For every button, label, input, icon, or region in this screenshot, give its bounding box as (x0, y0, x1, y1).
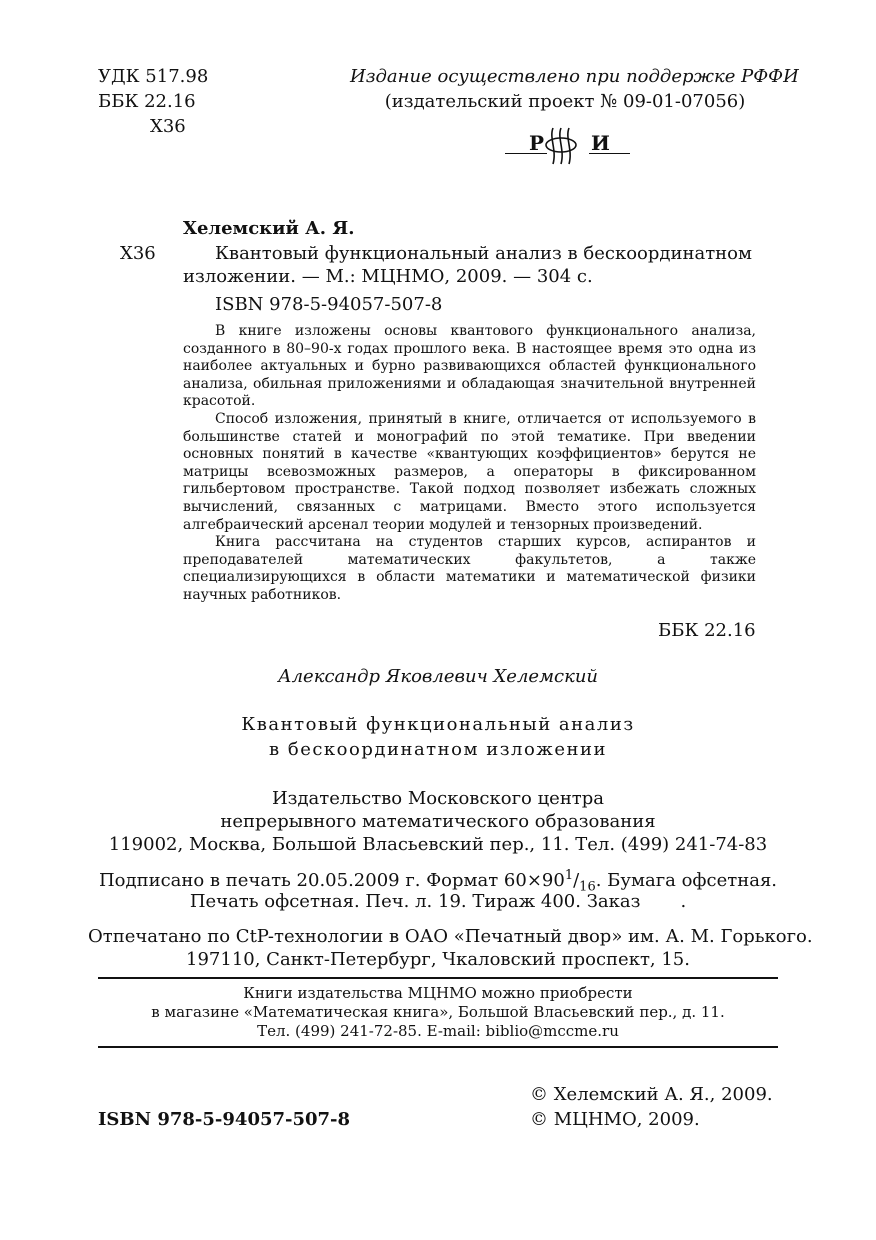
copyright-author: © Хелемский А. Я., 2009. (530, 1084, 773, 1105)
annotation-paragraph-2: Способ изложения, принятый в книге, отличается от используемого в большинстве статей и монографий по этой тематике. При введении основных понятий в качестве «квантующих коэффициентов» берутся не матрицы всевозможных размеров, а операторы в фиксированном гильбертовом пространстве. Такой подход позволяет избежать сложных вычислений, связанных с матрицами. Вместо этого используется алгебраический арсенал теории модулей и тензорных произведений. (183, 410, 756, 533)
footer-isbn: ISBN 978-5-94057-507-8 (98, 1109, 351, 1130)
top-divider (98, 977, 778, 979)
copyright-publisher: © МЦНМО, 2009. (530, 1109, 700, 1130)
project-number: (издательский проект № 09-01-07056) (384, 91, 746, 112)
annotation-paragraph-1: В книге изложены основы квантового функционального анализа, созданного в 80–90-х годах прошлого века. В настоящее время это одна из наиболее актуальных и бурно развивающихся областей функционального анализа, обильная приложениями и обладающая значительной внутренней красотой. (183, 323, 756, 410)
bib-title-line2: изложении. — М.: МЦНМО, 2009. — 304 с. (183, 266, 593, 287)
support-notice: Издание осуществлено при поддержке РФФИ (350, 66, 799, 87)
udk-code: УДК 517.98 (98, 66, 209, 87)
shop-line1: Книги издательства МЦНМО можно приобрести (243, 984, 633, 1002)
author-full-name: Александр Яковлевич Хелемский (277, 666, 599, 687)
bib-title-line1: Квантовый функциональный анализ в бескоординатном (215, 243, 753, 264)
signed-suffix: . Бумага офсетная. (595, 870, 778, 891)
print-details (98, 891, 778, 912)
book-title-line2: в бескоординатном изложении (269, 739, 607, 760)
shop-line3: Тел. (499) 241-72-85. E-mail: biblio@mccme.ru (257, 1022, 619, 1040)
rffi-logo (505, 124, 630, 166)
bib-code: Х36 (120, 243, 156, 264)
format-numerator: 1 (564, 868, 574, 883)
signed-prefix: Подписано в печать 20.05.2009 г. Формат 60×90 (98, 870, 565, 891)
format-denominator: 16 (579, 879, 596, 895)
shop-line2: в магазине «Математическая книга», Большой Власьевский пер., д. 11. (151, 1003, 725, 1021)
printed-by-line2: 197110, Санкт-Петербург, Чкаловский проспект, 15. (186, 949, 690, 970)
bbk-code: ББК 22.16 (98, 91, 196, 112)
publisher-line1: Издательство Московского центра (271, 788, 605, 809)
publisher-line2: непрерывного математического образования (220, 811, 656, 832)
author-sign-code: Х36 (150, 116, 186, 137)
print-line: Печать офсетная. Печ. л. 19. Тираж 400. Заказ (189, 891, 641, 912)
bib-author: Хелемский А. Я. (183, 218, 355, 239)
signed-for-print: Подписано в печать 20.05.2009 г. Формат $60\times 90^1/_{16}$. Бумага офсетная. (98, 868, 778, 895)
rffi-logo-mark (505, 124, 630, 166)
svg-text:Р: Р (529, 131, 545, 155)
print-line-end: . (680, 891, 687, 912)
bib-isbn: ISBN 978-5-94057-507-8 (215, 294, 443, 315)
annotation-bbk: ББК 22.16 (658, 620, 756, 641)
annotation (183, 323, 756, 605)
book-title-line1: Квантовый функциональный анализ (241, 714, 635, 735)
svg-text:И: И (591, 131, 610, 155)
printed-by-line1: Отпечатано по CtP-технологии в ОАО «Печатный двор» им. А. М. Горького. (88, 926, 813, 947)
annotation-paragraph-3: Книга рассчитана на студентов старших курсов, аспирантов и преподавателей математических факультетов, а также специализирующихся в области математики и математической физики научных работников. (183, 534, 756, 603)
publisher-address: 119002, Москва, Большой Власьевский пер., 11. Тел. (499) 241-74-83 (108, 834, 768, 855)
bottom-divider (98, 1046, 778, 1048)
